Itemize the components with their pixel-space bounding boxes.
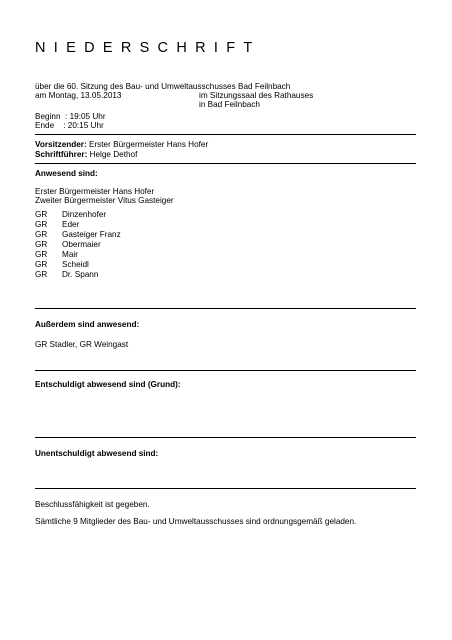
member-prefix: GR (35, 230, 48, 239)
member-row (35, 240, 101, 250)
intro-date: am Montag, 13.05.2013 (35, 91, 122, 100)
recorder-value: Helge Dethof (87, 150, 138, 159)
member-prefix: GR (35, 270, 48, 279)
member-row (35, 210, 106, 220)
member-row (35, 260, 89, 270)
divider (35, 437, 416, 438)
first-mayor: Erster Bürgermeister Hans Hofer (35, 187, 155, 196)
intro-place-2: in Bad Feilnbach (199, 100, 260, 109)
chair-line (35, 140, 208, 150)
divider (35, 134, 416, 135)
member-prefix: GR (35, 210, 48, 219)
member-prefix: GR (35, 260, 48, 269)
member-prefix: GR (35, 220, 48, 229)
intro-line: über die 60. Sitzung des Bau- und Umweltausschusses Bad Feilnbach (35, 82, 291, 91)
intro-place-1: im Sitzungssaal des Rathauses (199, 91, 314, 100)
member-prefix: GR (35, 240, 48, 249)
also-present-value: GR Stadler, GR Weingast (35, 340, 129, 349)
member-name: Gasteiger Franz (62, 230, 121, 239)
member-name: Obermaier (62, 240, 101, 249)
document-title: NIEDERSCHRIFT (35, 40, 261, 56)
unexcused-heading: Unentschuldigt abwesend sind: (35, 449, 159, 458)
divider (35, 370, 416, 371)
member-name: Eder (62, 220, 80, 229)
divider (35, 308, 416, 309)
chair-value: Erster Bürgermeister Hans Hofer (86, 140, 209, 149)
recorder-label: Schriftführer: (35, 150, 88, 159)
member-name: Mair (62, 250, 78, 259)
excused-heading: Entschuldigt abwesend sind (Grund): (35, 380, 181, 389)
member-name: Scheidl (62, 260, 89, 269)
member-row (35, 230, 121, 240)
begin-time: Beginn : 19:05 Uhr (35, 112, 106, 121)
member-row (35, 220, 79, 230)
member-row (35, 270, 98, 280)
member-row (35, 250, 78, 260)
second-mayor: Zweiter Bürgermeister Vitus Gasteiger (35, 196, 174, 205)
recorder-line (35, 150, 137, 160)
end-time: Ende : 20:15 Uhr (35, 121, 104, 130)
also-present-heading: Außerdem sind anwesend: (35, 320, 140, 329)
member-name: Dinzenhofer (62, 210, 107, 219)
invitation-statement: Sämtliche 9 Mitglieder des Bau- und Umweltausschusses sind ordnungsgemäß geladen. (35, 517, 357, 526)
member-prefix: GR (35, 250, 48, 259)
divider (35, 488, 416, 489)
chair-label: Vorsitzender: (35, 140, 87, 149)
divider (35, 163, 416, 164)
member-name: Dr. Spann (62, 270, 99, 279)
present-heading: Anwesend sind: (35, 169, 98, 178)
quorum-statement: Beschlussfähigkeit ist gegeben. (35, 500, 150, 509)
